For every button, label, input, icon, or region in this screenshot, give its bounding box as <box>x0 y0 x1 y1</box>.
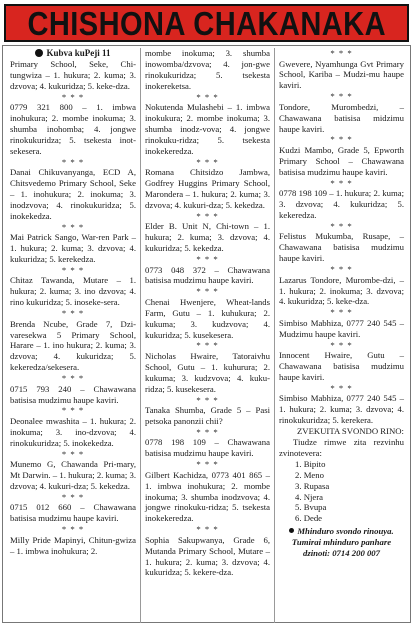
reader-entry: Tanaka Shumba, Grade 5 – Pasi petsoka panonzii chii? <box>145 405 270 426</box>
reader-entry: 0773 048 372 – Chawawana batisisa mudzimu haupe kaviri. <box>145 264 270 286</box>
reader-entry: Simbiso Mabhiza, 0777 240 545 – 1. hukura; 2. kuma; 3. dzvova; 4. rinokukuridza; 5. kerekera. <box>279 393 404 426</box>
reader-entry: Munemo G, Chawanda Pri-mary, Mt Darwin. – 1. hukura; 2. kuma; 3. dzvova; 4. kukuri-dza; 5. kekedza. <box>10 459 136 491</box>
section-title: CHISHONA CHAKANAKA <box>27 4 386 42</box>
activity-item: 2. Meno <box>295 469 324 480</box>
separator-stars: * * * <box>196 156 219 167</box>
separator-stars: * * * <box>61 448 85 459</box>
separator-stars: * * * <box>330 339 353 350</box>
separator-stars: * * * <box>196 459 219 470</box>
separator-stars: * * * <box>196 254 219 264</box>
activity-item: 4. Njera <box>295 491 323 502</box>
article-columns <box>6 48 408 623</box>
answer-note-text: Mhinduro svondo rinouya. <box>297 526 394 537</box>
reader-entry: Brenda Ncube, Grade 7, Dzi-varesekwa 5 Primary School, Harare – 1. ino hukura; 2. kuma; 3. dzvova; 4. kukuridza; 5. kekeredza/sekesera. <box>10 318 136 373</box>
separator-stars: * * * <box>61 405 85 416</box>
separator-stars: * * * <box>196 91 219 102</box>
separator-stars: * * * <box>330 307 353 318</box>
reader-entry: Milly Pride Mapinyi, Chitun-gwiza – 1. imbwa inohukura; 2. <box>10 534 136 556</box>
separator-stars: * * * <box>330 382 353 393</box>
separator-stars: * * * <box>196 426 219 437</box>
separator-stars: * * * <box>196 286 219 297</box>
reader-entry: Mai Patrick Sango, War-ren Park – 1. hukura; 2. kuma; 3. dzvova; 4. kukuridza; 5. kerekedza. <box>10 232 136 264</box>
activity-item: 6. Dede <box>295 513 323 524</box>
reader-entry: Danai Chikuvanyanga, ECD A, Chitsvedemo Primary School, Seke – 1. inohukura; 2. inokuma; 3. inodzvova; 4. rinokukuridza; 5. inokekedza. <box>10 167 136 221</box>
separator-stars: * * * <box>196 394 219 405</box>
reader-entry: Simbiso Mabhiza, 0777 240 545 – Mudzimu haupe kaviri. <box>279 317 404 339</box>
bullet-icon <box>289 528 294 533</box>
reader-entry: Kudzi Mambo, Grade 5, Epworth Primary School – Chawawana batisisa mudzimu haupe kaviri. <box>279 144 404 177</box>
reader-entry: Tondore, Murombedzi, – Chawawana batisisa midzimu haupe kaviri. <box>279 101 404 134</box>
column-2 <box>140 48 274 623</box>
reader-entry: 0778 198 109 – Chawawana batisisa mudzimu haupe kaviri. <box>145 437 270 459</box>
activity-title: ZVEKUITA SVONDO RINO: <box>297 426 404 437</box>
reader-entry: Gilbert Kachidza, 0773 401 865 – 1. imbwa inohukura; 2. mombe inokuma; 3. shumba inodzvova; 4. jongwe rinokuku-ridza; 5. tsekesta inokekeredza. <box>145 469 270 524</box>
separator-stars: * * * <box>61 491 85 502</box>
reader-entry: 0778 198 109 – 1. hukura; 2. kuma; 3. dzvova; 4. kukuridza; 5. kekeredza. <box>279 188 404 220</box>
separator-stars: * * * <box>196 210 219 221</box>
answer-note <box>279 526 404 537</box>
activity-item: 3. Rupasa <box>295 480 330 491</box>
reader-entry: Sophia Sakupwanya, Grade 6, Mutanda Primary School, Mutare – 1. hukura; 2. kuma; 3. dzvova; 4. kukuridza; 5. kekere-dza. <box>145 534 270 578</box>
separator-stars: * * * <box>330 220 353 231</box>
separator-stars: * * * <box>61 221 85 232</box>
column-3 <box>274 48 408 623</box>
separator-stars: * * * <box>330 91 353 102</box>
reader-entry: 0715 793 240 – Chawawana batisisa mudzimu haupe kaviri. <box>10 383 136 405</box>
reader-entry: Innocent Hwaire, Gutu – Chawawana batisisa mudzimu haupe kaviri. <box>279 350 404 382</box>
activity-item: 5. Bvupa <box>295 502 327 513</box>
reader-entry: Romana Chitsidzo Jambwa, Godfrey Huggins Primary School, Marondera – 1. hukura; 2. kuma; 3. dzvova; 4. kukuri-dza; 5. kekedza. <box>145 167 270 210</box>
separator-stars: * * * <box>330 134 353 145</box>
separator-stars: * * * <box>61 373 85 384</box>
reader-entry: mombe inokuma; 3. shumba inowomba/dzvova; 4. jon-gwe rinokukuridza; 5. tsekesta inokereketsa. <box>145 48 270 91</box>
separator-stars: * * * <box>330 48 353 58</box>
continuation-heading: Kubva kuPeji 11 <box>10 48 136 59</box>
separator-stars: * * * <box>61 156 85 167</box>
reader-entry: Deonalee mwashita – 1. hukura; 2. inokuma; 3. ino-dzvova; 4. rinokukuridza; 5. inokekedza. <box>10 415 136 448</box>
activity-item: 1. Bipito <box>295 458 326 469</box>
separator-stars: * * * <box>61 91 85 102</box>
column-1 <box>6 48 140 623</box>
reader-entry: Nicholas Hwaire, Tatoraivhu School, Gutu – 1. kuhurura; 2. kukuma; 3. kudzvova; 4. kuku-ridza; 5. kusekesera. <box>145 350 270 394</box>
reader-entry: Nokutenda Mulashebi – 1. imbwa inokukura; 2. mombe inokuma; 3. shumba inodz-vova; 4. jongwe rinokuku-ridza; 5. tsekesta inokekeredza. <box>145 102 270 156</box>
reader-entry: 0779 321 800 – 1. imbwa inohukura; 2. mombe inokuma; 3. shumba inohomba; 4. jongwe rinokukuridza; 5. tsekesta inot-sekesera. <box>10 102 136 156</box>
reader-entry: Elder B. Unit N, Chi-town – 1. hukura; 2. kuma; 3. dzvova; 4. kukuridza; 5. kekedza. <box>145 221 270 254</box>
separator-stars: * * * <box>61 524 85 535</box>
reader-entry: Primary School, Seke, Chi-tungwiza – 1. hukura; 2. kuma; 3. dzvova; 4. kukuridza; 5. keke-dza. <box>10 58 136 91</box>
bullet-icon <box>35 49 43 57</box>
reader-entry: Chitaz Tawanda, Mutare – 1. hukura; 2. kuma; 3. ino dzvova; 4. rino kukuridza; 5. inoseke-sera. <box>10 275 136 308</box>
separator-stars: * * * <box>196 524 219 535</box>
contact-line: Tumirai mhinduro panhare dzinoti: 0714 200 007 <box>291 537 392 559</box>
section-banner <box>4 4 409 42</box>
separator-stars: * * * <box>61 264 85 275</box>
separator-stars: * * * <box>196 340 219 351</box>
reader-entry: 0715 012 660 – Chawawana batisisa mudzimu haupe kaviri. <box>10 502 136 524</box>
separator-stars: * * * <box>61 308 85 319</box>
reader-entry: Felistus Mukumba, Rusape, – Chawawana batisisa mudzimu haupe kaviri. <box>279 231 404 264</box>
separator-stars: * * * <box>330 177 353 188</box>
reader-entry: Lazarus Tondore, Murombe-dzi, – 1. hukura; 2. inokuma; 3. dzvova; 4. kukuridza; 5. keke-dza. <box>279 274 404 307</box>
reader-entry: Chenai Hwenjere, Wheat-lands Farm, Gutu – 1. kuhukura; 2. kukuma; 3. kudzvova; 4. kukuridza; 5. kusekesera. <box>145 296 270 340</box>
separator-stars: * * * <box>330 264 353 275</box>
activity-intro: Tiudze rimwe zita rezvinhu zvinotevera: <box>279 436 404 458</box>
reader-entry: Gwevere, Nyamhunga Gvt Primary School, Kariba – Mudzi-mu haupe kaviri. <box>279 58 404 91</box>
